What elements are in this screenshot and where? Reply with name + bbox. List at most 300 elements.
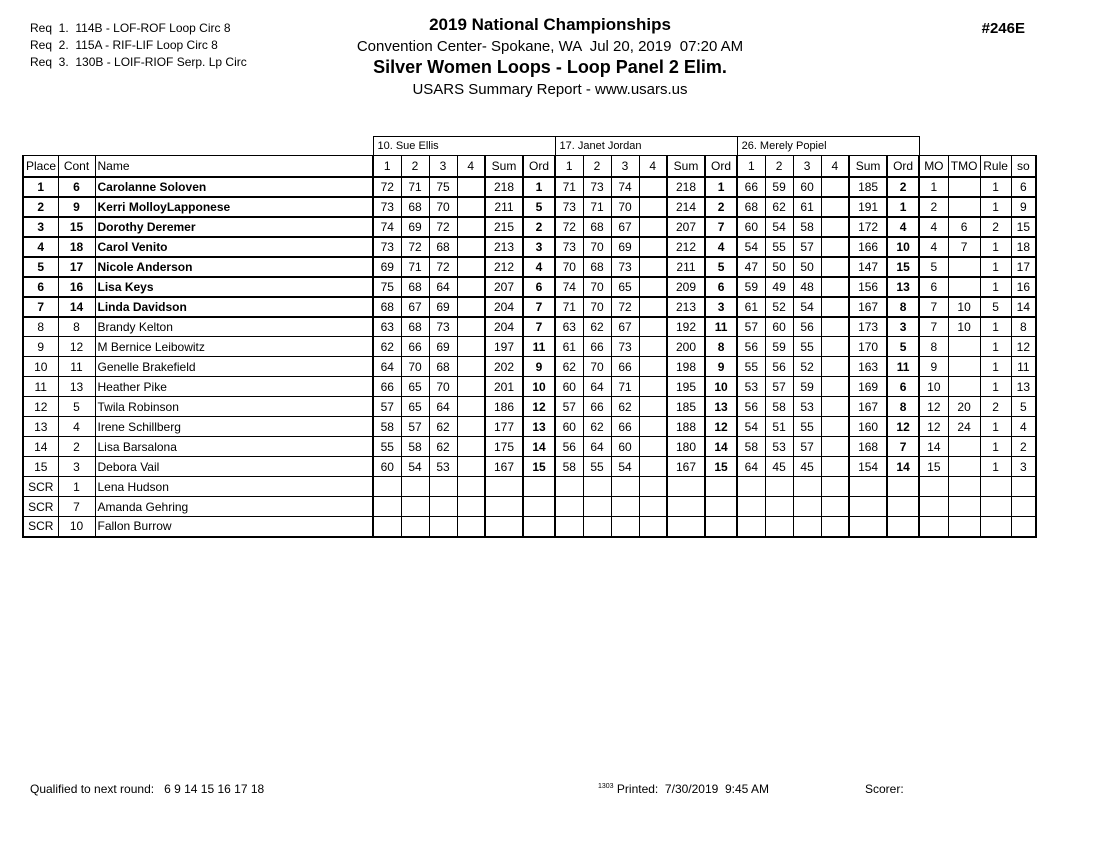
printed-code: 1303	[598, 783, 614, 790]
tmo-cell	[948, 517, 980, 537]
judge3-sum-cell: 160	[849, 417, 887, 437]
venue-datetime: Convention Center- Spokane, WA Jul 20, 2019 07:20 AM	[356, 38, 744, 55]
rule-cell: 5	[980, 297, 1011, 317]
judge1-score3-cell: 69	[429, 337, 457, 357]
rule-cell: 1	[980, 437, 1011, 457]
so-cell: 18	[1011, 237, 1036, 257]
judge2-score3-cell: 65	[611, 277, 639, 297]
judge3-score3-cell: 54	[793, 297, 821, 317]
judge2-sum-cell: 209	[667, 277, 705, 297]
place-cell: 8	[23, 317, 58, 337]
tmo-cell	[948, 477, 980, 497]
judge1-score1-cell: 68	[373, 297, 401, 317]
judge2-sum-cell: 180	[667, 437, 705, 457]
judge1-score4-cell	[457, 177, 485, 197]
judge-1-name: 10. Sue Ellis	[373, 137, 555, 156]
judge2-sum-cell: 213	[667, 297, 705, 317]
judge2-score3-cell: 67	[611, 317, 639, 337]
judge1-score2-cell: 70	[401, 357, 429, 377]
so-cell: 12	[1011, 337, 1036, 357]
judge3-score3-cell: 52	[793, 357, 821, 377]
judge2-score3-cell	[611, 517, 639, 537]
judge2-ord-cell: 3	[705, 297, 737, 317]
judge3-score3-cell: 61	[793, 197, 821, 217]
judge3-score2-cell	[765, 477, 793, 497]
judge3-ord-cell	[887, 497, 919, 517]
judge3-ord-cell: 7	[887, 437, 919, 457]
judge3-score3-cell: 53	[793, 397, 821, 417]
judge3-ord-cell: 15	[887, 257, 919, 277]
judge1-score1-cell: 69	[373, 257, 401, 277]
mo-cell: 5	[919, 257, 948, 277]
col-header-cont: Cont	[58, 156, 95, 177]
judge3-score4-cell	[821, 237, 849, 257]
tmo-cell	[948, 497, 980, 517]
rule-cell	[980, 477, 1011, 497]
judge1-score3-cell: 72	[429, 257, 457, 277]
qualified-note: Qualified to next round: 6 9 14 15 16 17 18	[30, 782, 265, 796]
table-row	[23, 297, 1036, 317]
judge2-score1-cell: 57	[555, 397, 583, 417]
judge3-score1-cell: 54	[737, 237, 765, 257]
cont-cell: 11	[58, 357, 95, 377]
table-row	[23, 237, 1036, 257]
judge1-score2-cell: 58	[401, 437, 429, 457]
judge2-ord-cell: 13	[705, 397, 737, 417]
judge1-sum-cell: 177	[485, 417, 523, 437]
judge1-score1-cell: 73	[373, 237, 401, 257]
table-row	[23, 317, 1036, 337]
tmo-cell: 7	[948, 237, 980, 257]
judge1-score2-cell	[401, 497, 429, 517]
judge1-score1-cell: 72	[373, 177, 401, 197]
so-cell: 2	[1011, 437, 1036, 457]
judge1-score4-cell	[457, 197, 485, 217]
judge3-score1-cell: 57	[737, 317, 765, 337]
judge2-score1-cell	[555, 517, 583, 537]
judge1-sum-cell: 211	[485, 197, 523, 217]
cont-cell: 8	[58, 317, 95, 337]
name-cell: Lisa Keys	[95, 277, 373, 297]
judge1-sum-cell	[485, 477, 523, 497]
judge2-score3-cell: 74	[611, 177, 639, 197]
mo-cell: 12	[919, 397, 948, 417]
judge1-score2-cell	[401, 517, 429, 537]
judge3-score4-cell	[821, 277, 849, 297]
requirement-2: Req 2. 115A - RIF-LIF Loop Circ 8	[30, 38, 218, 52]
judge1-score1-cell: 74	[373, 217, 401, 237]
judge3-ord-cell: 2	[887, 177, 919, 197]
place-cell: 15	[23, 457, 58, 477]
requirement-1: Req 1. 114B - LOF-ROF Loop Circ 8	[30, 21, 231, 35]
judge1-ord-cell: 6	[523, 277, 555, 297]
judge3-ord-cell	[887, 477, 919, 497]
judge2-score1-cell: 73	[555, 197, 583, 217]
judge3-ord-cell: 4	[887, 217, 919, 237]
table-row	[23, 377, 1036, 397]
cont-cell: 7	[58, 497, 95, 517]
judge3-sum-cell: 167	[849, 297, 887, 317]
table-row	[23, 477, 1036, 497]
judge3-ord-cell: 6	[887, 377, 919, 397]
place-cell: 12	[23, 397, 58, 417]
judge1-sum-cell: 218	[485, 177, 523, 197]
judge3-score1-cell: 66	[737, 177, 765, 197]
mo-cell	[919, 517, 948, 537]
results-table	[22, 136, 1037, 538]
title-block	[0, 15, 1100, 98]
judge1-score3-cell: 73	[429, 317, 457, 337]
col-header-tmo: TMO	[948, 156, 980, 177]
judge1-score4-cell	[457, 337, 485, 357]
judge3-ord-cell: 11	[887, 357, 919, 377]
judge3-sum-cell: 163	[849, 357, 887, 377]
judge3-score4-cell	[821, 417, 849, 437]
judge3-ord-cell: 8	[887, 297, 919, 317]
judge1-score4-cell	[457, 377, 485, 397]
col-header-judge2-1: 1	[555, 156, 583, 177]
place-cell: 11	[23, 377, 58, 397]
table-row	[23, 357, 1036, 377]
judge2-score1-cell: 63	[555, 317, 583, 337]
judge1-ord-cell: 3	[523, 237, 555, 257]
judge3-ord-cell: 12	[887, 417, 919, 437]
name-cell: Lena Hudson	[95, 477, 373, 497]
judge2-sum-cell: 218	[667, 177, 705, 197]
cont-cell: 9	[58, 197, 95, 217]
judge1-score1-cell: 57	[373, 397, 401, 417]
table-row	[23, 197, 1036, 217]
judge1-sum-cell: 215	[485, 217, 523, 237]
judge2-sum-cell: 188	[667, 417, 705, 437]
judge2-ord-cell: 12	[705, 417, 737, 437]
col-header-so: so	[1011, 156, 1036, 177]
judge2-score4-cell	[639, 217, 667, 237]
judge3-score1-cell	[737, 517, 765, 537]
judge1-sum-cell: 167	[485, 457, 523, 477]
judge2-score1-cell: 58	[555, 457, 583, 477]
judge2-score3-cell: 71	[611, 377, 639, 397]
name-cell: Genelle Brakefield	[95, 357, 373, 377]
so-cell	[1011, 517, 1036, 537]
judge2-score1-cell: 60	[555, 417, 583, 437]
col-header-judge1-3: 3	[429, 156, 457, 177]
judge1-score2-cell: 72	[401, 237, 429, 257]
judge2-ord-cell	[705, 477, 737, 497]
judge2-score1-cell: 56	[555, 437, 583, 457]
name-cell: Debora Vail	[95, 457, 373, 477]
judge2-sum-cell: 195	[667, 377, 705, 397]
judge1-score4-cell	[457, 257, 485, 277]
rule-cell: 2	[980, 217, 1011, 237]
judge3-sum-cell: 154	[849, 457, 887, 477]
judge1-sum-cell: 175	[485, 437, 523, 457]
judge3-score2-cell: 55	[765, 237, 793, 257]
table-row	[23, 257, 1036, 277]
mo-cell: 7	[919, 297, 948, 317]
judge2-score4-cell	[639, 277, 667, 297]
judge3-sum-cell: 172	[849, 217, 887, 237]
judge1-score3-cell	[429, 497, 457, 517]
judge3-score3-cell: 55	[793, 337, 821, 357]
judge3-ord-cell: 5	[887, 337, 919, 357]
judge3-score3-cell: 45	[793, 457, 821, 477]
judge3-sum-cell: 167	[849, 397, 887, 417]
judge2-ord-cell: 7	[705, 217, 737, 237]
judge3-score2-cell: 51	[765, 417, 793, 437]
rule-cell: 1	[980, 177, 1011, 197]
judge3-score3-cell	[793, 477, 821, 497]
judge2-score3-cell	[611, 497, 639, 517]
place-cell: SCR	[23, 517, 58, 537]
judge2-sum-cell: 200	[667, 337, 705, 357]
judge3-score2-cell	[765, 517, 793, 537]
judge3-score3-cell: 57	[793, 437, 821, 457]
judge2-score4-cell	[639, 377, 667, 397]
judge2-sum-cell: 167	[667, 457, 705, 477]
judge2-score1-cell: 71	[555, 297, 583, 317]
judge1-score2-cell: 68	[401, 277, 429, 297]
judge2-score1-cell	[555, 497, 583, 517]
judge1-score2-cell: 71	[401, 257, 429, 277]
judge1-sum-cell: 202	[485, 357, 523, 377]
judge1-sum-cell: 186	[485, 397, 523, 417]
col-header-rule: Rule	[980, 156, 1011, 177]
judge1-score1-cell: 55	[373, 437, 401, 457]
judge1-score3-cell: 75	[429, 177, 457, 197]
judge3-score3-cell: 50	[793, 257, 821, 277]
judge3-score1-cell: 64	[737, 457, 765, 477]
judge3-score1-cell: 58	[737, 437, 765, 457]
judge1-ord-cell: 12	[523, 397, 555, 417]
judge1-score4-cell	[457, 397, 485, 417]
judge1-score4-cell	[457, 477, 485, 497]
judge2-score4-cell	[639, 437, 667, 457]
so-cell	[1011, 497, 1036, 517]
judge3-score2-cell: 60	[765, 317, 793, 337]
so-cell: 5	[1011, 397, 1036, 417]
judge2-score4-cell	[639, 237, 667, 257]
judge2-ord-cell	[705, 497, 737, 517]
judge2-score3-cell: 73	[611, 337, 639, 357]
name-cell: Dorothy Deremer	[95, 217, 373, 237]
tmo-cell	[948, 357, 980, 377]
judge3-ord-cell: 1	[887, 197, 919, 217]
judge2-score3-cell: 66	[611, 357, 639, 377]
judge2-score3-cell: 62	[611, 397, 639, 417]
judge3-score4-cell	[821, 217, 849, 237]
judge3-score4-cell	[821, 317, 849, 337]
judge1-score4-cell	[457, 297, 485, 317]
judge2-ord-cell: 14	[705, 437, 737, 457]
judge1-score3-cell: 68	[429, 237, 457, 257]
table-row	[23, 397, 1036, 417]
judge3-score3-cell: 58	[793, 217, 821, 237]
judge1-ord-cell: 7	[523, 317, 555, 337]
judge1-score4-cell	[457, 457, 485, 477]
mo-cell: 8	[919, 337, 948, 357]
table-row	[23, 177, 1036, 197]
rule-cell: 1	[980, 337, 1011, 357]
judge2-score4-cell	[639, 457, 667, 477]
col-header-judge2-3: 3	[611, 156, 639, 177]
judge-header-spacer-left	[23, 137, 373, 156]
judge3-score2-cell: 53	[765, 437, 793, 457]
tmo-cell	[948, 257, 980, 277]
judge1-score1-cell	[373, 477, 401, 497]
name-cell: Irene Schillberg	[95, 417, 373, 437]
cont-cell: 13	[58, 377, 95, 397]
col-header-judge2-4: 4	[639, 156, 667, 177]
judge2-score2-cell: 55	[583, 457, 611, 477]
judge3-ord-cell: 14	[887, 457, 919, 477]
judge1-score2-cell: 65	[401, 377, 429, 397]
cont-cell: 15	[58, 217, 95, 237]
rule-cell: 1	[980, 377, 1011, 397]
judge1-ord-cell: 7	[523, 297, 555, 317]
table-row	[23, 497, 1036, 517]
judge2-ord-cell: 4	[705, 237, 737, 257]
judge1-ord-cell: 10	[523, 377, 555, 397]
judge1-score2-cell: 65	[401, 397, 429, 417]
judge3-ord-cell: 13	[887, 277, 919, 297]
report-number: #246E	[981, 20, 1025, 37]
judge3-score4-cell	[821, 517, 849, 537]
judge2-score4-cell	[639, 417, 667, 437]
mo-cell	[919, 497, 948, 517]
so-cell: 17	[1011, 257, 1036, 277]
name-cell: Kerri MolloyLapponese	[95, 197, 373, 217]
judge1-sum-cell: 212	[485, 257, 523, 277]
judge2-sum-cell	[667, 477, 705, 497]
name-cell: Fallon Burrow	[95, 517, 373, 537]
judge1-ord-cell	[523, 517, 555, 537]
judge2-score1-cell: 70	[555, 257, 583, 277]
judge3-score4-cell	[821, 357, 849, 377]
judge3-score1-cell: 56	[737, 397, 765, 417]
judge3-sum-cell: 168	[849, 437, 887, 457]
judge2-score2-cell: 70	[583, 277, 611, 297]
mo-cell: 4	[919, 237, 948, 257]
requirement-3: Req 3. 130B - LOIF-RIOF Serp. Lp Circ	[30, 55, 247, 69]
cont-cell: 4	[58, 417, 95, 437]
judge1-score4-cell	[457, 497, 485, 517]
so-cell: 11	[1011, 357, 1036, 377]
judge1-score1-cell	[373, 497, 401, 517]
judge1-score2-cell: 57	[401, 417, 429, 437]
judge1-sum-cell	[485, 497, 523, 517]
judge1-score2-cell: 68	[401, 197, 429, 217]
mo-cell: 10	[919, 377, 948, 397]
judge2-sum-cell: 192	[667, 317, 705, 337]
judge2-ord-cell: 2	[705, 197, 737, 217]
judge3-score1-cell: 56	[737, 337, 765, 357]
judge2-ord-cell: 11	[705, 317, 737, 337]
mo-cell: 9	[919, 357, 948, 377]
so-cell: 13	[1011, 377, 1036, 397]
rule-cell: 1	[980, 417, 1011, 437]
championship-title: 2019 National Championships	[429, 15, 671, 34]
judge2-ord-cell: 6	[705, 277, 737, 297]
judge3-score2-cell: 45	[765, 457, 793, 477]
judge2-score4-cell	[639, 297, 667, 317]
judge3-score3-cell	[793, 497, 821, 517]
judge2-score2-cell: 64	[583, 437, 611, 457]
so-cell: 3	[1011, 457, 1036, 477]
judge3-score3-cell: 59	[793, 377, 821, 397]
rule-cell: 1	[980, 237, 1011, 257]
printed-text: Printed: 7/30/2019 9:45 AM	[613, 782, 770, 796]
tmo-cell	[948, 277, 980, 297]
judge1-score3-cell: 70	[429, 377, 457, 397]
mo-cell: 1	[919, 177, 948, 197]
judge2-score2-cell: 62	[583, 317, 611, 337]
judge1-score1-cell: 64	[373, 357, 401, 377]
judge1-ord-cell: 9	[523, 357, 555, 377]
so-cell: 6	[1011, 177, 1036, 197]
judge3-score2-cell: 62	[765, 197, 793, 217]
judge3-ord-cell: 8	[887, 397, 919, 417]
judge2-ord-cell: 8	[705, 337, 737, 357]
judge3-score2-cell: 50	[765, 257, 793, 277]
judge2-sum-cell: 211	[667, 257, 705, 277]
judge1-score2-cell: 71	[401, 177, 429, 197]
judge3-score2-cell: 59	[765, 337, 793, 357]
judge3-sum-cell: 191	[849, 197, 887, 217]
rule-cell: 1	[980, 317, 1011, 337]
cont-cell: 16	[58, 277, 95, 297]
judge2-score4-cell	[639, 337, 667, 357]
tmo-cell: 24	[948, 417, 980, 437]
judge1-sum-cell	[485, 517, 523, 537]
judge3-score1-cell: 53	[737, 377, 765, 397]
judge1-score3-cell: 62	[429, 437, 457, 457]
judge3-sum-cell: 170	[849, 337, 887, 357]
tmo-cell: 10	[948, 317, 980, 337]
judge1-score1-cell	[373, 517, 401, 537]
col-header-judge3-3: 3	[793, 156, 821, 177]
place-cell: 2	[23, 197, 58, 217]
place-cell: 7	[23, 297, 58, 317]
judge2-score3-cell	[611, 477, 639, 497]
judge2-score3-cell: 72	[611, 297, 639, 317]
judge2-score2-cell: 68	[583, 217, 611, 237]
tmo-cell: 10	[948, 297, 980, 317]
judge3-score4-cell	[821, 337, 849, 357]
judge3-score2-cell: 49	[765, 277, 793, 297]
so-cell: 16	[1011, 277, 1036, 297]
judge2-score2-cell: 62	[583, 417, 611, 437]
judge1-ord-cell: 15	[523, 457, 555, 477]
judge2-score2-cell: 71	[583, 197, 611, 217]
cont-cell: 5	[58, 397, 95, 417]
judge-3-name: 26. Merely Popiel	[737, 137, 919, 156]
judge2-ord-cell: 15	[705, 457, 737, 477]
judge3-sum-cell	[849, 497, 887, 517]
judge2-ord-cell: 9	[705, 357, 737, 377]
judge3-sum-cell: 169	[849, 377, 887, 397]
so-cell: 14	[1011, 297, 1036, 317]
judge2-score2-cell: 64	[583, 377, 611, 397]
rule-cell: 2	[980, 397, 1011, 417]
table-row	[23, 217, 1036, 237]
judge2-score1-cell: 71	[555, 177, 583, 197]
judge3-score2-cell	[765, 497, 793, 517]
judge3-sum-cell: 173	[849, 317, 887, 337]
judge1-score4-cell	[457, 277, 485, 297]
name-cell: Amanda Gehring	[95, 497, 373, 517]
judge3-score2-cell: 52	[765, 297, 793, 317]
